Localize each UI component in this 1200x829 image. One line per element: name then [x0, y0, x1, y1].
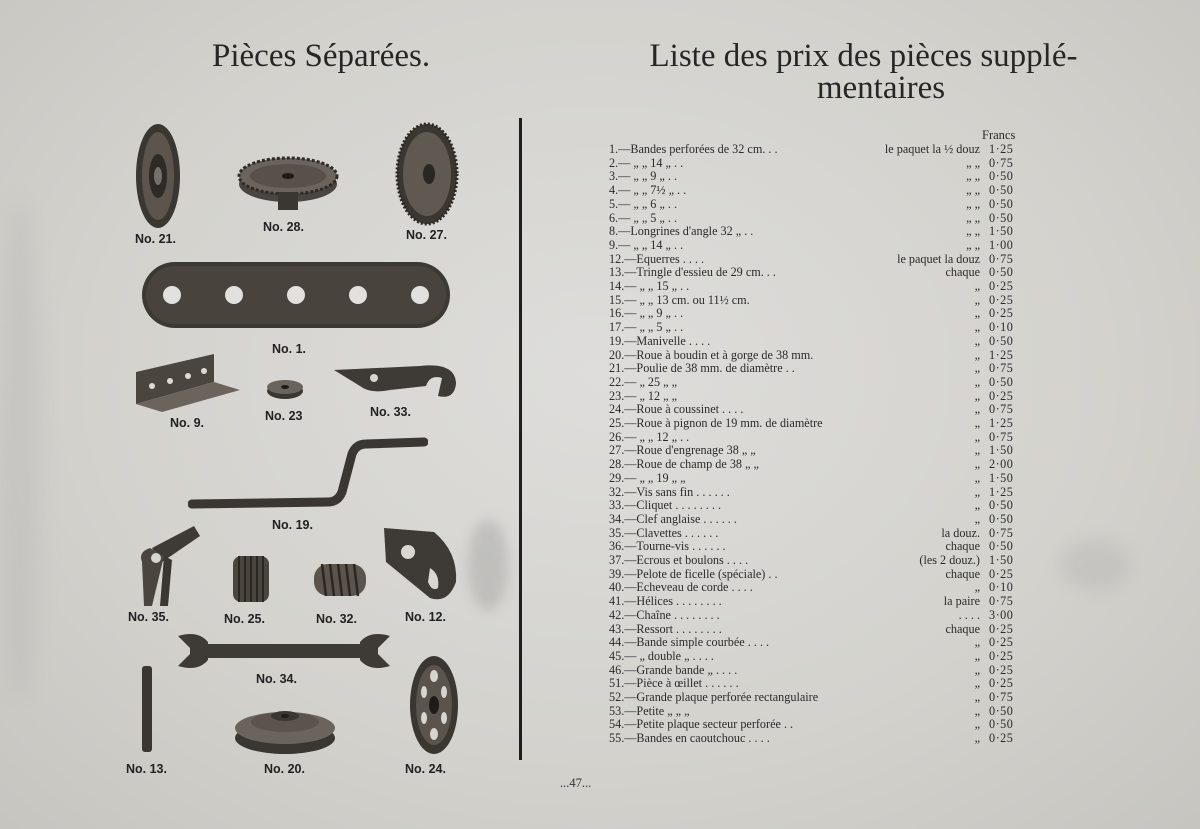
price-row-price: 1·00 — [989, 237, 1014, 252]
part-28-label: No. 28. — [263, 220, 304, 234]
price-row-unit: „ — [974, 388, 980, 403]
part-9-label: No. 9. — [170, 416, 205, 430]
price-row-description: 24.—Roue à coussinet . . . . — [609, 402, 744, 417]
price-row-price: 2·00 — [989, 457, 1014, 472]
part-34-spanner-image — [174, 632, 394, 670]
price-row — [609, 512, 1024, 526]
price-row — [609, 197, 1024, 211]
right-title-line-1: Liste des prix des pièces supplé- — [649, 38, 1078, 74]
price-row-price: 0·75 — [989, 251, 1014, 266]
part-25-pinion-image — [231, 552, 271, 606]
price-row — [609, 252, 1024, 266]
price-row-unit: „ — [974, 635, 980, 650]
price-row — [609, 649, 1024, 663]
price-row-description: 17.— „ „ 5 „ . . — [609, 320, 684, 335]
part-33-label: No. 33. — [370, 405, 411, 419]
price-row-unit: „ — [974, 443, 980, 458]
price-row-price: 0·25 — [989, 731, 1014, 746]
price-row-description: 13.—Tringle d'essieu de 29 cm. . . — [609, 265, 776, 280]
price-row-description: 34.—Clef anglaise . . . . . . — [609, 511, 737, 526]
left-page-title: Pièces Séparées. — [212, 38, 431, 74]
part-32-worm-image — [312, 560, 368, 600]
price-row-unit: „ — [974, 662, 980, 677]
price-row-description: 26.— „ „ 12 „ . . — [609, 429, 690, 444]
price-row — [609, 608, 1024, 622]
price-row-price: 0·50 — [989, 265, 1014, 280]
price-row-description: 37.—Ecrous et boulons . . . . — [609, 553, 749, 567]
price-row-price: 0·75 — [989, 361, 1014, 376]
price-row-description: 12.—Equerres . . . . — [609, 251, 705, 266]
part-13-axle-rod-image — [139, 664, 155, 754]
part-23-small-pulley-image — [265, 378, 305, 400]
price-row — [609, 731, 1024, 745]
price-row-description: 41.—Hélices . . . . . . . . — [609, 594, 722, 609]
price-row-unit: „ — [974, 580, 980, 595]
price-row-description: 3.— „ „ 9 „ . . — [609, 169, 678, 184]
price-row-description: 20.—Roue à boudin et à gorge de 38 mm. — [609, 347, 814, 362]
price-row-price: 0·50 — [989, 539, 1014, 554]
price-row-price: 0·25 — [989, 279, 1014, 293]
price-row-unit: (les 2 douz.) — [919, 553, 980, 567]
price-row-price: 0·50 — [989, 703, 1014, 718]
price-row — [609, 690, 1024, 704]
price-row-price: 0·10 — [989, 320, 1014, 335]
price-row-unit: „ „ — [966, 224, 980, 239]
price-row-price: 0·25 — [989, 388, 1014, 403]
price-row-unit: „ „ — [966, 169, 980, 184]
price-row-price: 0·25 — [989, 292, 1014, 307]
part-24-bush-wheel-image — [408, 654, 460, 756]
price-row — [609, 539, 1024, 553]
price-row-unit: „ — [974, 498, 980, 513]
part-19-crank-handle-image — [188, 436, 428, 514]
part-35-label: No. 35. — [128, 610, 169, 624]
currency-header: Francs — [982, 128, 1016, 142]
price-row — [609, 622, 1024, 636]
price-row — [609, 402, 1024, 416]
price-row — [609, 211, 1024, 225]
price-row-description: 5.— „ „ 6 „ . . — [609, 196, 678, 211]
price-row — [609, 553, 1024, 567]
price-row-unit: chaque — [945, 539, 980, 554]
price-row — [609, 279, 1024, 293]
price-row-unit: „ — [974, 717, 980, 732]
price-row-price: 0·50 — [989, 333, 1014, 348]
price-row-description: 43.—Ressort . . . . . . . . — [609, 621, 722, 636]
price-row-price: 1·25 — [989, 347, 1014, 362]
part-25-label: No. 25. — [224, 612, 265, 626]
price-row — [609, 361, 1024, 375]
price-row-unit: „ — [974, 347, 980, 362]
price-row-price: 0·10 — [989, 580, 1014, 595]
price-row-description: 16.— „ „ 9 „ . . — [609, 306, 684, 321]
price-row-price: 1·25 — [989, 484, 1014, 499]
price-row-unit: „ „ — [966, 183, 980, 198]
price-row-price: 1·50 — [989, 553, 1014, 567]
part-13-label: No. 13. — [126, 762, 167, 776]
price-row — [609, 443, 1024, 457]
price-row — [609, 348, 1024, 362]
part-12-angle-bracket-image — [378, 522, 462, 606]
left-page — [0, 0, 520, 829]
price-row-description: 39.—Pelote de ficelle (spéciale) . . — [609, 566, 778, 581]
right-title-line-2: mentaires — [816, 70, 946, 106]
price-row-unit: chaque — [945, 265, 980, 280]
price-row-unit: chaque — [945, 621, 980, 636]
price-row-description: 15.— „ „ 13 cm. ou 11½ cm. — [609, 292, 750, 307]
price-row-unit: „ — [974, 470, 980, 485]
price-row-description: 8.—Longrines d'angle 32 „ . . — [609, 224, 754, 239]
price-row — [609, 635, 1024, 649]
price-row-unit: „ — [974, 648, 980, 663]
price-row-price: 0·25 — [989, 648, 1014, 663]
price-row-description: 40.—Echeveau de corde . . . . — [609, 580, 753, 595]
price-row — [609, 717, 1024, 731]
price-row-description: 55.—Bandes en caoutchouc . . . . — [609, 731, 770, 746]
price-row-price: 0·25 — [989, 306, 1014, 321]
part-23-label: No. 23 — [265, 409, 303, 423]
price-row-unit: „ — [974, 457, 980, 472]
price-row-price: 1·25 — [989, 416, 1014, 430]
price-row — [609, 663, 1024, 677]
price-row-description: 21.—Poulie de 38 mm. de diamètre . . — [609, 361, 795, 376]
price-row-price: 0·75 — [989, 525, 1014, 540]
price-row-unit: chaque — [945, 566, 980, 581]
price-row-description: 33.—Cliquet . . . . . . . . — [609, 498, 722, 513]
part-9-angle-girder-image — [132, 352, 242, 414]
price-row-description: 32.—Vis sans fin . . . . . . — [609, 484, 730, 499]
price-row-description: 6.— „ „ 5 „ . . — [609, 210, 678, 225]
price-row-price: 0·50 — [989, 498, 1014, 513]
price-row-description: 46.—Grande bande „ . . . . — [609, 662, 738, 677]
price-row-unit: „ — [974, 484, 980, 499]
price-row-unit: „ — [974, 676, 980, 691]
part-33-pawl-image — [330, 360, 460, 402]
part-1-perforated-strip-image — [142, 262, 450, 330]
price-row-unit: „ — [974, 279, 980, 293]
right-page — [522, 0, 1200, 829]
part-28-crown-gear-image — [237, 150, 339, 214]
price-row — [609, 498, 1024, 512]
price-row-price: 1·50 — [989, 224, 1014, 239]
price-row-unit: la douz. — [941, 525, 980, 540]
price-row-unit: „ — [974, 429, 980, 444]
price-row-description: 53.—Petite „ „ „ — [609, 703, 690, 718]
price-row — [609, 156, 1024, 170]
price-row-price: 0·25 — [989, 621, 1014, 636]
price-row — [609, 704, 1024, 718]
price-row-description: 51.—Pièce à œillet . . . . . . — [609, 676, 739, 691]
price-row-unit: „ — [974, 703, 980, 718]
price-row-description: 2.— „ „ 14 „ . . — [609, 155, 684, 170]
price-row-unit: „ „ — [966, 237, 980, 252]
price-row — [609, 169, 1024, 183]
price-row-description: 54.—Petite plaque secteur perforée . . — [609, 717, 794, 732]
price-row-price: 0·50 — [989, 374, 1014, 389]
part-20-label: No. 20. — [264, 762, 305, 776]
price-row-price: 1·50 — [989, 443, 1014, 458]
price-row-description: 42.—Chaîne . . . . . . . . — [609, 607, 720, 622]
price-row-unit: „ „ — [966, 210, 980, 225]
price-row-price: 0·75 — [989, 155, 1014, 170]
price-row-description: 22.— „ 25 „ „ — [609, 374, 678, 389]
price-row-unit: „ — [974, 292, 980, 307]
price-row — [609, 485, 1024, 499]
price-row — [609, 416, 1024, 430]
price-row — [609, 142, 1024, 156]
price-row-unit: „ „ — [966, 196, 980, 211]
price-row-description: 45.— „ double „ . . . . — [609, 648, 714, 663]
price-row-price: 0·50 — [989, 169, 1014, 184]
price-row-price: 0·25 — [989, 662, 1014, 677]
price-row-price: 0·75 — [989, 429, 1014, 444]
price-row-unit: „ — [974, 320, 980, 335]
part-24-label: No. 24. — [405, 762, 446, 776]
price-row-unit: la paire — [943, 594, 980, 609]
price-row-price: 0·75 — [989, 690, 1014, 704]
price-row-description: 44.—Bande simple courbée . . . . — [609, 635, 770, 650]
price-row-description: 28.—Roue de champ de 38 „ „ — [609, 457, 759, 472]
price-row-unit: „ — [974, 306, 980, 321]
price-row — [609, 471, 1024, 485]
price-row-unit: „ — [974, 511, 980, 526]
part-32-label: No. 32. — [316, 612, 357, 626]
price-row-unit: „ — [974, 731, 980, 746]
part-21-label: No. 21. — [135, 232, 176, 246]
price-row — [609, 526, 1024, 540]
price-row-unit: „ — [974, 690, 980, 704]
price-row-unit: „ — [974, 374, 980, 389]
part-1-label: No. 1. — [272, 342, 307, 356]
price-row-description: 23.— „ 12 „ „ — [609, 388, 678, 403]
right-page-title — [522, 40, 1200, 104]
price-row — [609, 224, 1024, 238]
price-row-description: 52.—Grande plaque perforée rectangulaire — [609, 690, 819, 704]
price-row — [609, 594, 1024, 608]
part-27-gear-wheel-image — [395, 122, 459, 226]
price-row — [609, 389, 1024, 403]
price-row-unit: „ — [974, 333, 980, 348]
price-row-description: 35.—Clavettes . . . . . . — [609, 525, 719, 540]
price-row-price: 1·50 — [989, 470, 1014, 485]
part-19-label: No. 19. — [272, 518, 313, 532]
price-row-price: 0·50 — [989, 511, 1014, 526]
price-row — [609, 430, 1024, 444]
part-20-flanged-wheel-image — [232, 700, 338, 756]
price-row — [609, 265, 1024, 279]
price-row-description: 25.—Roue à pignon de 19 mm. de diamètre — [609, 416, 823, 430]
price-row — [609, 567, 1024, 581]
price-row — [609, 334, 1024, 348]
price-row-price: 0·75 — [989, 594, 1014, 609]
price-row-price: 0·50 — [989, 183, 1014, 198]
part-21-pulley-image — [133, 122, 183, 230]
price-row — [609, 238, 1024, 252]
price-row-price: 1·25 — [989, 142, 1014, 156]
price-row — [609, 375, 1024, 389]
price-row-unit: . . . . — [958, 607, 980, 622]
price-row-description: 4.— „ „ 7½ „ . . — [609, 183, 687, 198]
page-number: ...47... — [560, 776, 592, 790]
price-row — [609, 293, 1024, 307]
price-row-unit: „ — [974, 402, 980, 417]
part-34-label: No. 34. — [256, 672, 297, 686]
price-row — [609, 676, 1024, 690]
price-row-unit: le paquet la ½ douz — [884, 142, 980, 156]
price-row-description: 36.—Tourne-vis . . . . . . — [609, 539, 726, 554]
price-row-description: 1.—Bandes perforées de 32 cm. . . — [609, 142, 778, 156]
price-row — [609, 320, 1024, 334]
price-row-description: 9.— „ „ 14 „ . . — [609, 237, 684, 252]
price-row — [609, 306, 1024, 320]
price-row-price: 3·00 — [989, 607, 1014, 622]
price-row-price: 0·25 — [989, 676, 1014, 691]
price-row-price: 0·25 — [989, 635, 1014, 650]
price-row-price: 0·75 — [989, 402, 1014, 417]
price-row-price: 0·50 — [989, 196, 1014, 211]
price-row-unit: le paquet la douz — [897, 251, 980, 266]
price-row-price: 0·50 — [989, 717, 1014, 732]
price-row-unit: „ „ — [966, 155, 980, 170]
price-row — [609, 580, 1024, 594]
price-row — [609, 457, 1024, 471]
price-row-description: 29.— „ „ 19 „ „ — [609, 470, 686, 485]
price-row-description: 14.— „ „ 15 „ . . — [609, 279, 690, 293]
price-row-price: 0·25 — [989, 566, 1014, 581]
price-row-description: 27.—Roue d'engrenage 38 „ „ — [609, 443, 756, 458]
price-row-unit: „ — [974, 361, 980, 376]
price-row-description: 19.—Manivelle . . . . — [609, 333, 711, 348]
price-row-price: 0·50 — [989, 210, 1014, 225]
price-row-unit: „ — [974, 416, 980, 430]
part-35-spring-clip-image — [134, 522, 204, 606]
part-12-label: No. 12. — [405, 610, 446, 624]
part-27-label: No. 27. — [406, 228, 447, 242]
price-row — [609, 183, 1024, 197]
